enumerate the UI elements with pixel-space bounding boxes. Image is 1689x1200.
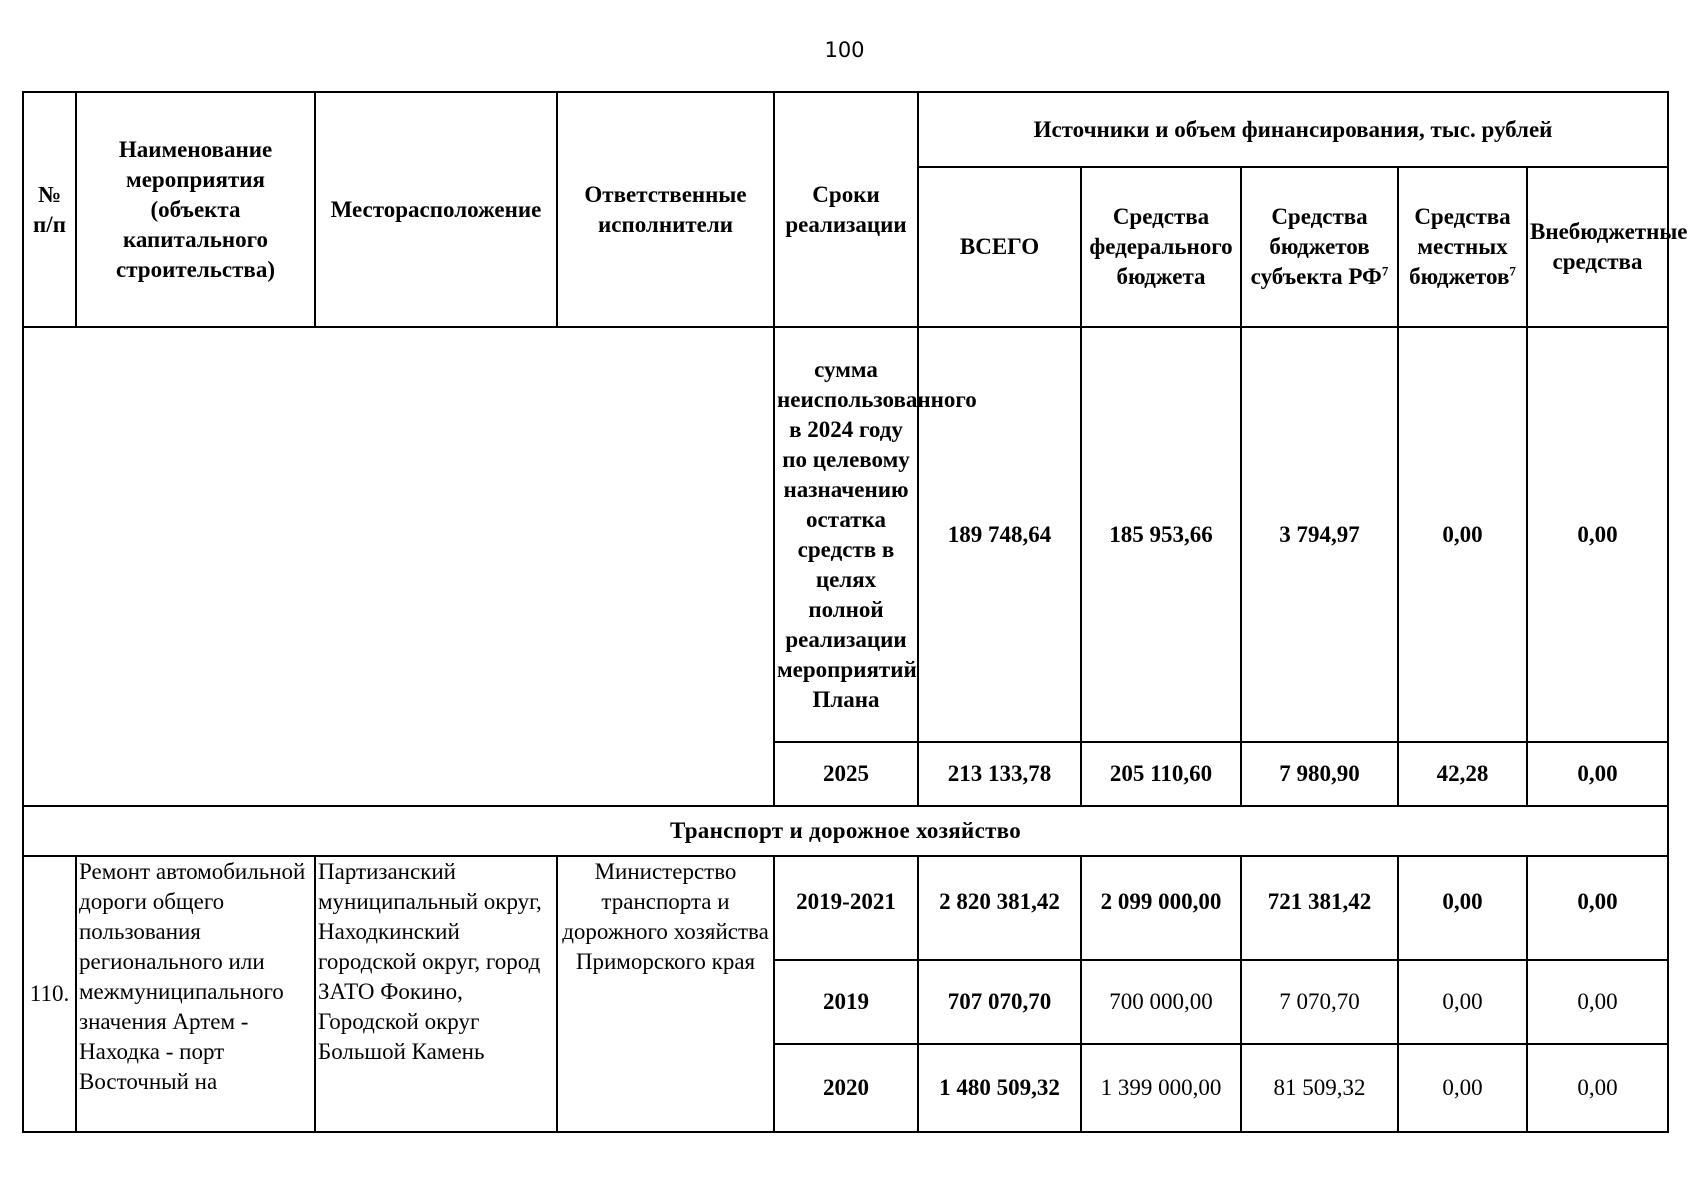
- item-regional-2019: 7 070,70: [1241, 960, 1398, 1044]
- header-col-num: № п/п: [23, 92, 76, 327]
- funding-table: [22, 91, 1688, 1133]
- item-regional-2019-2021: 721 381,42: [1241, 856, 1398, 960]
- page-number: 100: [824, 38, 865, 62]
- item-local-2020: 0,00: [1398, 1044, 1527, 1132]
- header-funding-group: Источники и объем финансирования, тыс. рублей: [918, 92, 1668, 167]
- item-local-2019-2021: 0,00: [1398, 856, 1527, 960]
- carryover-period: сумма неиспользованного в 2024 году по целевому назначению остатка средств в целях полной реализации мероприятий Плана: [774, 327, 918, 742]
- item-row-2019-2021: [23, 856, 1668, 960]
- item-federal-2019: 700 000,00: [1081, 960, 1241, 1044]
- item-extrabudget-2020: 0,00: [1527, 1044, 1668, 1132]
- header-col-executors: Ответственные исполнители: [557, 92, 774, 327]
- carryover-empty-cell: [23, 327, 774, 806]
- carryover-federal: 185 953,66: [1081, 327, 1241, 742]
- item-local-2019: 0,00: [1398, 960, 1527, 1044]
- item-number: 110.: [23, 856, 76, 1132]
- header-col-federal: Средства федерального бюджета: [1081, 167, 1241, 327]
- item-total-2019: 707 070,70: [918, 960, 1081, 1044]
- item-period-2019: 2019: [774, 960, 918, 1044]
- item-extrabudget-2019-2021: 0,00: [1527, 856, 1668, 960]
- header-col-local-footnote: 7: [1509, 263, 1516, 279]
- year-2025-local: 42,28: [1398, 742, 1527, 806]
- header-col-local-text: Средства местных бюджетов: [1409, 204, 1511, 289]
- section-row: [23, 806, 1668, 856]
- year-2025-extrabudget: 0,00: [1527, 742, 1668, 806]
- carryover-local: 0,00: [1398, 327, 1527, 742]
- item-federal-2020: 1 399 000,00: [1081, 1044, 1241, 1132]
- header-col-regional-footnote: 7: [1381, 263, 1389, 279]
- header-col-total: ВСЕГО: [918, 167, 1081, 327]
- header-col-name: Наименование мероприятия (объекта капитального строительства): [76, 92, 315, 327]
- header-col-location: Месторасположение: [315, 92, 557, 327]
- year-2025-regional: 7 980,90: [1241, 742, 1398, 806]
- item-executors: Министерство транспорта и дорожного хозяйства Приморского края: [557, 856, 774, 1132]
- header-col-period: Сроки реализации: [774, 92, 918, 327]
- year-2025-total: 213 133,78: [918, 742, 1081, 806]
- carryover-total: 189 748,64: [918, 327, 1081, 742]
- item-name: Ремонт автомобильной дороги общего пользования регионального или межмуниципального значения Артем - Находка - порт Восточный на: [76, 856, 315, 1132]
- item-period-2019-2021: 2019-2021: [774, 856, 918, 960]
- item-extrabudget-2019: 0,00: [1527, 960, 1668, 1044]
- item-total-2019-2021: 2 820 381,42: [918, 856, 1081, 960]
- header-col-local: [1398, 167, 1527, 327]
- section-title: Транспорт и дорожное хозяйство: [23, 806, 1668, 856]
- item-location: Партизанский муниципальный округ, Находкинский городской округ, город ЗАТО Фокино, Городской округ Большой Камень: [315, 856, 557, 1132]
- item-period-2020: 2020: [774, 1044, 918, 1132]
- header-col-regional-text: Средства бюджетов субъекта РФ: [1250, 204, 1382, 289]
- carryover-row: [23, 327, 1668, 742]
- item-regional-2020: 81 509,32: [1241, 1044, 1398, 1132]
- item-total-2020: 1 480 509,32: [918, 1044, 1081, 1132]
- item-federal-2019-2021: 2 099 000,00: [1081, 856, 1241, 960]
- carryover-regional: 3 794,97: [1241, 327, 1398, 742]
- year-2025-federal: 205 110,60: [1081, 742, 1241, 806]
- carryover-extrabudget: 0,00: [1527, 327, 1668, 742]
- header-col-extrabudget: Внебюджетные средства: [1527, 167, 1668, 327]
- header-row-1: [23, 92, 1668, 167]
- header-col-regional: [1241, 167, 1398, 327]
- year-2025-period: 2025: [774, 742, 918, 806]
